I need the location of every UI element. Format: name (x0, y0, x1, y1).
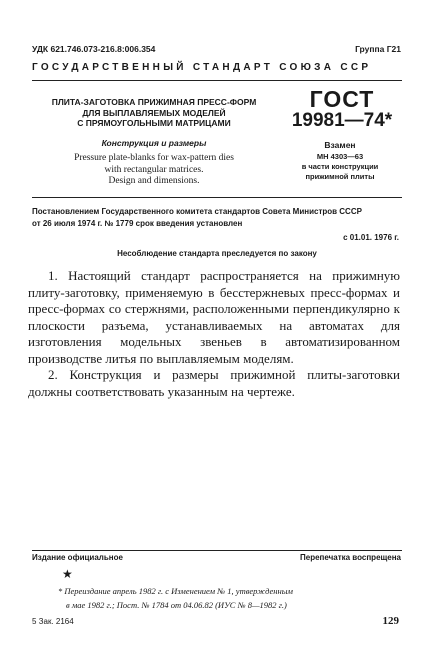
replaces-line-2: в части конструкции (301, 162, 379, 171)
replaces-block (282, 152, 398, 182)
en-title-line-3: Design and dimensions. (108, 176, 200, 186)
body-text (28, 268, 400, 400)
replaces-line-1: МН 4303—63 (316, 152, 364, 161)
en-title-line-1: Pressure plate-blanks for wax-pattern dies (74, 153, 234, 163)
udk-code: УДК 621.746.073-216.8:006.354 (32, 44, 156, 54)
header-rule (32, 80, 402, 81)
ru-title-line-3: С ПРЯМОУГОЛЬНЫМИ МАТРИЦАМИ (77, 118, 231, 128)
en-title-line-2: with rectangular matrices. (104, 164, 204, 175)
replaces-line-3: прижимной плиты (305, 172, 375, 181)
reprint-prohibited: Перепечатка воспрещена (300, 553, 401, 562)
paragraph-1: 1. Настоящий стандарт распространяется на прижимную плиту-заготовку, применяемую в бесстержневых пресс-формах и пресс-формах со стержнями, расположенными перпендикулярно к плоскости разъема, устанавливаемых на автоматах для изготовления модельных звеньев в автоматизированном производстве литья по выплавляемым моделям. (28, 268, 400, 366)
official-edition: Издание официальное (32, 553, 123, 562)
decree-line-1: Постановлением Государственного комитета стандартов Совета Министров СССР (32, 207, 362, 216)
paragraph-2: 2. Конструкция и размеры прижимной плиты-заготовки должны соответствовать указанным на чертеже. (28, 367, 400, 399)
ru-title-line-1: ПЛИТА-ЗАГОТОВКА ПРИЖИМНАЯ ПРЕСС-ФОРМ (51, 97, 257, 107)
en-title (28, 153, 280, 188)
group-code: Группа Г21 (355, 44, 401, 54)
footer-rule (32, 550, 402, 551)
star-icon: ★ (62, 567, 73, 581)
decree-line-2: от 26 июля 1974 г. № 1779 срок введения установлен (32, 219, 243, 228)
gost-label: ГОСТ (309, 86, 375, 112)
page-number: 129 (382, 615, 399, 627)
ru-title-line-2: ДЛЯ ВЫПЛАВЛЯЕМЫХ МОДЕЛЕЙ (82, 107, 226, 118)
reissue-note (58, 584, 408, 612)
replaces-label: Взамен (324, 140, 356, 150)
order-number: 5 Зак. 2164 (32, 617, 74, 626)
ru-title (28, 97, 280, 129)
ru-subtitle: Конструкция и размеры (101, 138, 207, 148)
reissue-note-line-1: * Переиздание апрель 1982 г. с Изменением № 1, утвержденным (58, 586, 293, 596)
law-warning: Несоблюдение стандарта преследуется по закону (117, 249, 317, 258)
effective-date: с 01.01. 1976 г. (343, 233, 399, 242)
reissue-note-line-2: в мае 1982 г.; Пост. № 1784 от 04.06.82 (ИУС № 8—1982 г.) (66, 600, 287, 610)
standard-title: ГОСУДАРСТВЕННЫЙ СТАНДАРТ СОЮЗА ССР (32, 62, 372, 73)
title-rule (32, 197, 402, 198)
gost-number: 19981—74* (291, 110, 393, 131)
